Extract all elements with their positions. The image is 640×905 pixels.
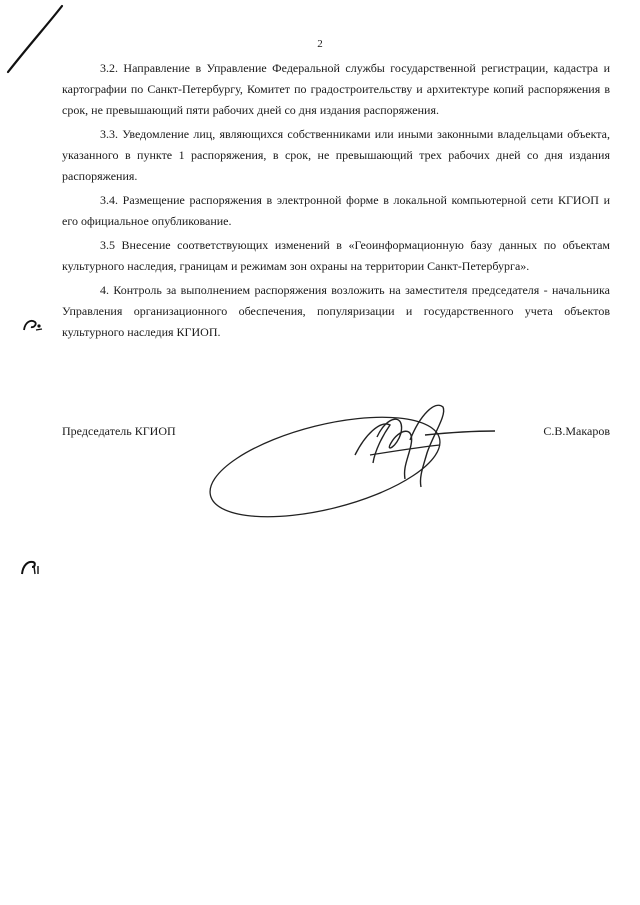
paragraph-3-5: 3.5 Внесение соответствующих изменений в «Геоинформационную базу данных по объектам культурного наследия, границам и режимам зон охраны на территории Санкт-Петербурга». [62,238,610,273]
paragraph-4: 4. Контроль за выполнением распоряжения возложить на заместителя председателя - начальника Управления организационного обеспечения, популяризации и государственного учета объектов культурного наследия КГИОП. [62,283,610,339]
margin-stamp-mark-lower [20,558,42,576]
signatory-title: Председатель КГИОП [62,424,176,438]
paragraph-3-3: 3.3. Уведомление лиц, являющихся собственниками или иными законными владельцами объекта, указанного в пункте 1 распоряжения, в срок, не превышающий трех рабочих дней со дня издания распоряжения. [62,127,610,183]
paragraph-3-2: 3.2. Направление в Управление Федеральной службы государственной регистрации, кадастра и картографии по Санкт-Петербургу, Комитет по градостроительству и архитектуре копий распоряжения в срок, не превышающий пяти рабочих дней со дня издания распоряжения. [62,61,610,117]
document-body [62,58,610,346]
margin-stamp-mark [22,316,44,334]
paragraph-3-4: 3.4. Размещение распоряжения в электронной форме в локальной компьютерной сети КГИОП и его официальное опубликование. [62,193,610,228]
handwritten-signature [205,395,505,525]
signatory-name: С.В.Макаров [543,424,610,438]
page-number: 2 [317,38,323,50]
